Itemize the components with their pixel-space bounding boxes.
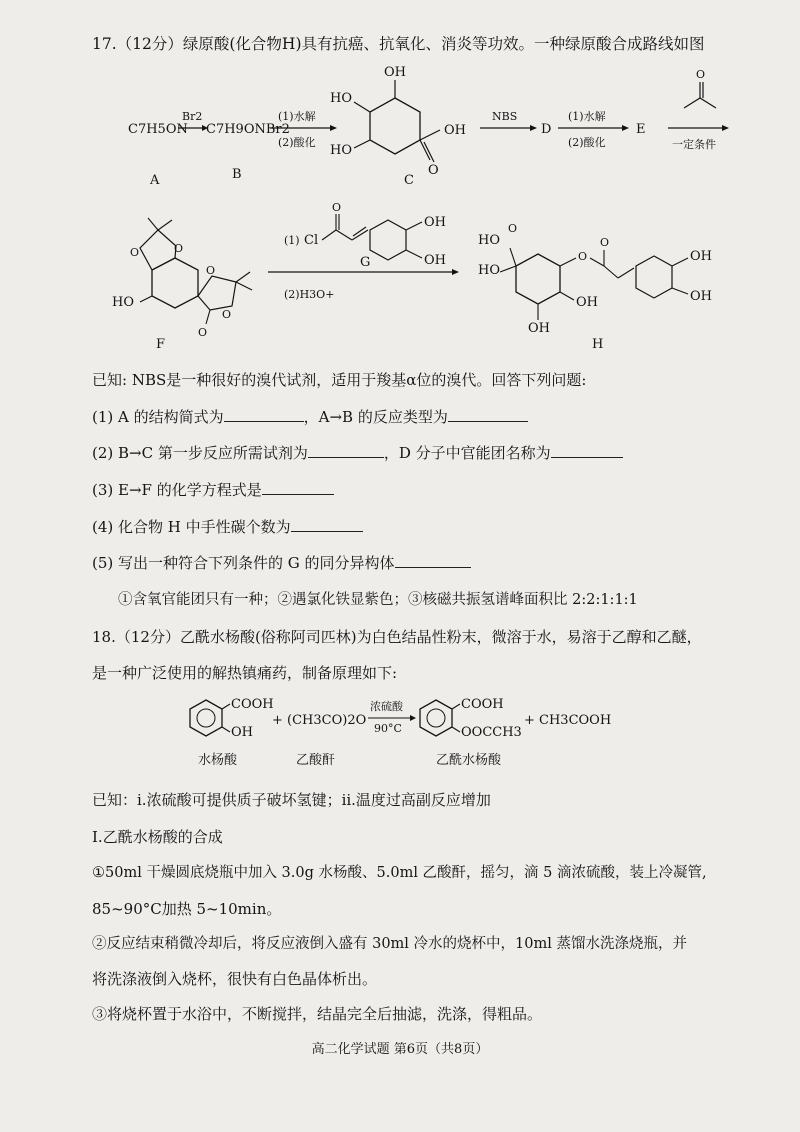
svg-text:OH: OH: [690, 249, 712, 264]
aspirin-structure: [420, 697, 522, 740]
compound-b-formula: C7H9ONBr2: [206, 122, 290, 137]
svg-text:O: O: [130, 246, 140, 259]
compound-e-label: E: [636, 122, 646, 137]
compound-h-structure: [478, 222, 712, 336]
name-salicylic-acid: 水杨酸: [198, 753, 238, 768]
acetic-acid-formula: + CH3COOH: [524, 713, 612, 728]
answer-blank-2a[interactable]: [308, 443, 384, 458]
answer-blank-4[interactable]: [291, 517, 363, 532]
compound-a-formula: C7H5ON: [128, 122, 188, 137]
svg-text:O: O: [198, 326, 208, 339]
q17-question-3: (3) E→F 的化学方程式是: [92, 480, 334, 500]
q18-step-1b: 85~90°C加热 5~10min。: [92, 900, 282, 918]
svg-text:OH: OH: [444, 123, 466, 138]
q17-known: 已知: NBS是一种很好的溴代试剂，适用于羧基α位的溴代。回答下列问题:: [92, 371, 587, 389]
catalyst-label: 浓硫酸: [370, 700, 403, 713]
answer-blank-2b[interactable]: [551, 443, 623, 458]
svg-text:HO: HO: [112, 295, 134, 310]
label-h: H: [592, 337, 604, 348]
answer-blank-3[interactable]: [262, 480, 334, 495]
svg-text:HO: HO: [478, 233, 500, 248]
svg-text:OH: OH: [384, 65, 406, 80]
q18-step-1a: ①50ml 干燥圆底烧瓶中加入 3.0g 水杨酸、5.0ml 乙酸酐，摇匀，滴 5 滴浓硫酸，装上冷凝管,: [92, 865, 707, 881]
svg-text:Cl: Cl: [304, 233, 319, 248]
svg-text:OH: OH: [424, 215, 446, 230]
q18-step-3: ③将烧杯置于水浴中，不断搅拌，结晶完全后抽滤，洗涤，得粗品。: [92, 1005, 543, 1023]
answer-blank-1b[interactable]: [448, 407, 528, 422]
de-step2: (2)酸化: [568, 136, 606, 149]
q17-question-5: (5) 写出一种符合下列条件的 G 的同分异构体: [92, 553, 471, 573]
compound-f-structure: [112, 218, 252, 339]
svg-text:O: O: [428, 163, 439, 178]
label-f: F: [156, 337, 166, 348]
q17-question-4: (4) 化合物 H 中手性碳个数为: [92, 517, 363, 537]
svg-text:HO: HO: [330, 143, 352, 158]
svg-text:O: O: [578, 250, 588, 263]
svg-text:O: O: [174, 242, 184, 255]
q17-header: 17.（12分）绿原酸(化合物H)具有抗癌、抗氧化、消炎等功效。一种绿原酸合成路线如图: [92, 35, 705, 53]
q17-conditions: ①含氧官能团只有一种；②遇氯化铁显紫色；③核磁共振氢谱峰面积比 2:2:1:1:1: [118, 592, 638, 608]
q18-header-cont: 是一种广泛使用的解热镇痛药，制备原理如下:: [92, 664, 398, 682]
page-footer: 高二化学试题 第6页（共8页）: [311, 1042, 489, 1057]
q17-question-1: (1) A 的结构简式为 ，A→B 的反应类型为: [92, 407, 528, 427]
svg-text:O: O: [600, 236, 610, 249]
temperature-label: 90°C: [374, 722, 402, 735]
svg-text:O: O: [222, 308, 232, 321]
compound-d-label: D: [541, 122, 552, 137]
name-acetic-anhydride: 乙酸酐: [296, 753, 336, 768]
answer-blank-5[interactable]: [395, 553, 471, 568]
br2-reagent: Br2: [182, 110, 203, 123]
salicylic-acid-structure: [190, 697, 274, 740]
label-g: G: [360, 255, 371, 270]
svg-text:OH: OH: [576, 295, 598, 310]
svg-text:HO: HO: [478, 263, 500, 278]
label-c: C: [404, 173, 414, 188]
svg-text:HO: HO: [330, 91, 352, 106]
aspirin-equation: [0, 692, 800, 782]
svg-text:O: O: [696, 68, 706, 81]
q17-question-2: (2) B→C 第一步反应所需试剂为 ，D 分子中官能团名称为: [92, 443, 623, 463]
svg-text:O: O: [332, 201, 342, 214]
svg-text:OH: OH: [528, 321, 550, 336]
q18-section-title: Ⅰ.乙酰水杨酸的合成: [92, 828, 223, 846]
q18-known: 已知：ⅰ.浓硫酸可提供质子破坏氢键；ⅱ.温度过高副反应增加: [92, 791, 491, 809]
label-a: A: [150, 173, 160, 188]
svg-text:(1): (1): [284, 234, 300, 247]
svg-text:COOH: COOH: [461, 697, 504, 712]
svg-text:COOH: COOH: [231, 697, 274, 712]
q18-header: 18.（12分）乙酰水杨酸(俗称阿司匹林)为白色结晶性粉末，微溶于水，易溶于乙醇和乙醚，: [92, 628, 702, 646]
acetic-anhydride-formula: + (CH3CO)2O: [272, 713, 367, 728]
bc-step2: (2)酸化: [278, 136, 316, 149]
svg-text:OH: OH: [424, 253, 446, 268]
fh-step2: (2)H3O+: [284, 288, 335, 301]
label-b: B: [232, 167, 242, 182]
q18-step-2a: ②反应结束稍微冷却后，将反应液倒入盛有 30ml 冷水的烧杯中，10ml 蒸馏水洗涤烧瓶，并: [92, 936, 687, 952]
compound-c-structure: [330, 65, 466, 178]
ef-condition: 一定条件: [672, 138, 716, 151]
nbs-reagent: NBS: [492, 110, 518, 123]
svg-text:O: O: [206, 264, 216, 277]
svg-text:OOCCH3: OOCCH3: [461, 725, 522, 740]
q18-step-2b: 将洗涤液倒入烧杯，很快有白色晶体析出。: [92, 970, 378, 988]
de-step1: (1)水解: [568, 110, 606, 123]
scheme-row-2: [0, 198, 800, 348]
name-acetylsalicylic-acid: 乙酰水杨酸: [436, 753, 502, 768]
svg-text:OH: OH: [231, 725, 253, 740]
acetone-reagent: [684, 68, 716, 108]
svg-text:O: O: [508, 222, 518, 235]
bc-step1: (1)水解: [278, 110, 316, 123]
svg-text:OH: OH: [690, 289, 712, 304]
answer-blank-1a[interactable]: [224, 407, 304, 422]
